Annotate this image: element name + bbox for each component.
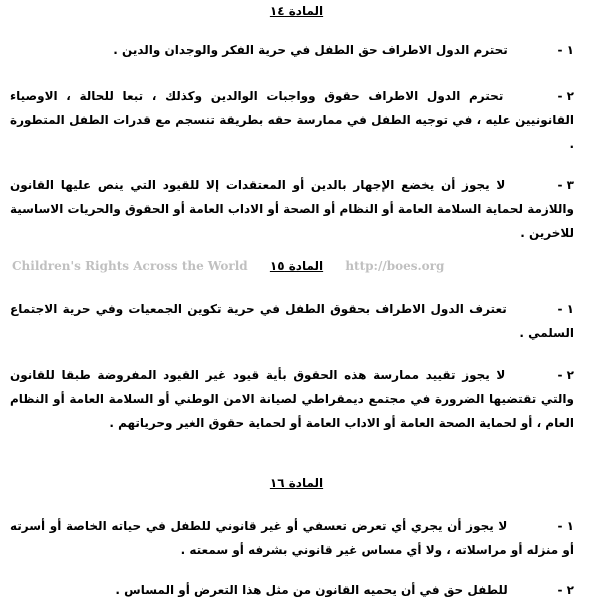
watermark-left: Children's Rights Across the World [12,259,248,273]
item-text: للطفل حق في أن يحميه القانون من مثل هذا التعرض أو المساس . [115,583,508,597]
item-text: لا يجوز أن يجري أي تعرض تعسفي أو غير قانوني للطفل في حياته الخاصة أو أسرته أو منزله أو مراسلاته ، ولا أي مساس غير قانوني بشرفه أو سمعته . [10,519,574,557]
item-number: ٢ - [557,583,574,597]
item-number: ١ - [557,519,574,533]
watermark-line [12,259,582,273]
item-text: تعترف الدول الاطراف بحقوق الطفل في حرية تكوين الجمعيات وفي حرية الاجتماع السلمي . [10,302,574,340]
article-14-item-2 [10,84,574,156]
article-16-heading: المادة ١٦ [269,476,324,490]
article-14-item-3 [10,173,574,245]
watermark-right: http://boes.org [345,259,445,273]
article-15-item-2 [10,363,574,435]
article-15-item-1 [10,297,574,345]
item-text: لا يجوز تقييد ممارسة هذه الحقوق بأية قيود غير القيود المفروضة طبقا للقانون والتي تقتضيها الضرورة في مجتمع ديمقراطي لصيانة الامن الوطني أو السلامة العامة أو النظام العام ، أو لحماية الصحة العامة أو الاداب العامة أو لحماية حقوق الغير وحرياتهم . [10,368,574,430]
item-number: ٢ - [557,368,574,382]
item-number: ١ - [557,302,574,316]
item-text: لا يجوز أن يخضع الإجهار بالدين أو المعتقدات إلا للقيود التي ينص عليها القانون واللازمة لحماية السلامة العامة أو النظام أو الصحة أو الاداب العامة أو الحقوق والحريات الاساسية للاخرين . [10,178,574,240]
article-16-item-2 [10,578,574,602]
article-15-heading: المادة ١٥ [269,259,324,273]
article-14-heading: المادة ١٤ [269,4,324,18]
item-text: تحترم الدول الاطراف حقوق وواجبات الوالدين وكذلك ، تبعا للحالة ، الاوصياء القانونيين عليه ، في توجيه الطفل في ممارسة حقه بطريقة تنسجم مع قدرات الطفل المتطورة . [10,89,574,151]
item-number: ١ - [557,43,574,57]
item-text: تحترم الدول الاطراف حق الطفل في حرية الفكر والوجدان والدين . [113,43,508,57]
article-14-item-1 [10,38,574,62]
item-number: ٣ - [557,178,574,192]
article-16-item-1 [10,514,574,562]
item-number: ٢ - [557,89,574,103]
